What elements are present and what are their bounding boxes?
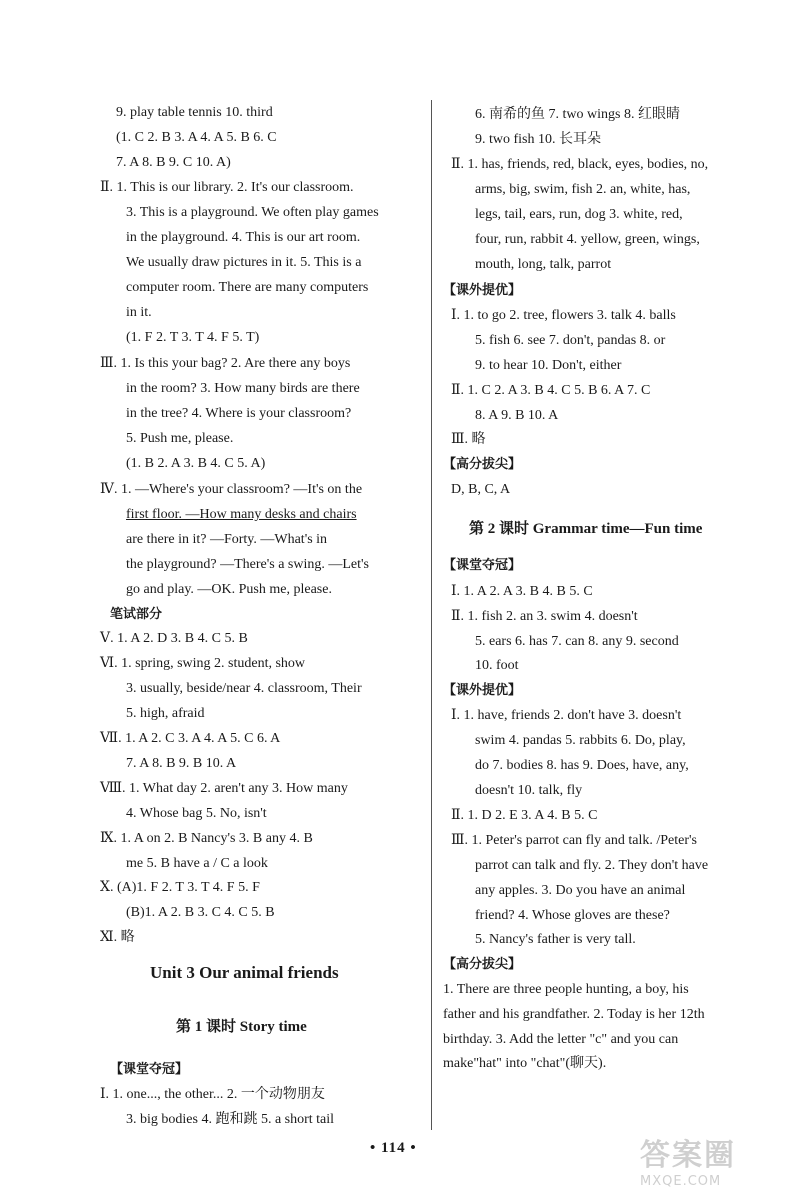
answer-line: doesn't 10. talk, fly xyxy=(475,783,583,798)
answer-line: D, B, C, A xyxy=(451,482,511,497)
answer-line: parrot can talk and fly. 2. They don't have xyxy=(475,858,709,873)
answer-line: 4. Whose bag 5. No, isn't xyxy=(126,806,267,821)
answer-line: 10. foot xyxy=(475,658,519,673)
answer-line: 3. This is a playground. We often play games xyxy=(126,205,379,220)
answer-line: 3. usually, beside/near 4. classroom, Their xyxy=(126,681,362,696)
answer-line: go and play. —OK. Push me, please. xyxy=(126,582,332,597)
answer-line: Ⅲ. 1. Is this your bag? 2. Are there any boys xyxy=(100,356,351,371)
unit-title: Unit 3 Our animal friends xyxy=(150,963,339,982)
answer-line: Ⅸ. 1. A on 2. B Nancy's 3. B any 4. B xyxy=(100,831,313,846)
answer-line: Ⅹ. (A)1. F 2. T 3. T 4. F 5. F xyxy=(100,880,260,895)
answer-line: 5. ears 6. has 7. can 8. any 9. second xyxy=(475,634,679,649)
answer-line: in it. xyxy=(126,305,152,320)
answer-line: Ⅺ. 略 xyxy=(100,930,135,945)
answer-line: the playground? —There's a swing. —Let's xyxy=(126,557,369,572)
answer-line: friend? 4. Whose gloves are these? xyxy=(475,908,670,923)
section-heading: 【课堂夺冠】 xyxy=(110,1062,189,1077)
answer-line: Ⅱ. 1. D 2. E 3. A 4. B 5. C xyxy=(451,808,598,823)
answer-line: in the tree? 4. Where is your classroom? xyxy=(126,406,352,421)
answer-line: Ⅲ. 略 xyxy=(451,432,486,447)
answer-line: 1. There are three people hunting, a boy, his xyxy=(443,982,689,997)
lesson-title: 第 1 课时 Story time xyxy=(176,1019,307,1035)
answer-line: 5. fish 6. see 7. don't, pandas 8. or xyxy=(475,333,666,348)
answer-line: legs, tail, ears, run, dog 3. white, red, xyxy=(475,207,683,222)
answer-line: mouth, long, talk, parrot xyxy=(475,257,612,272)
answer-line: arms, big, swim, fish 2. an, white, has, xyxy=(475,182,691,197)
answer-line: any apples. 3. Do you have an animal xyxy=(475,883,686,898)
section-heading: 【高分拔尖】 xyxy=(443,957,522,972)
answer-line: 5. high, afraid xyxy=(126,706,205,721)
lesson-title: 第 2 课时 Grammar time—Fun time xyxy=(469,521,703,537)
answer-line: 6. 南希的鱼 7. two wings 8. 红眼睛 xyxy=(475,107,680,122)
answer-line: (1. C 2. B 3. A 4. A 5. B 6. C xyxy=(116,130,277,145)
answer-line: in the playground. 4. This is our art room. xyxy=(126,230,361,245)
answer-line: Ⅰ. 1. to go 2. tree, flowers 3. talk 4. balls xyxy=(451,308,676,323)
answer-line: Ⅱ. 1. C 2. A 3. B 4. C 5. B 6. A 7. C xyxy=(451,383,651,398)
answer-line: first floor. —How many desks and chairs xyxy=(126,507,357,522)
answer-line: (1. B 2. A 3. B 4. C 5. A) xyxy=(126,456,266,471)
answer-line: (B)1. A 2. B 3. C 4. C 5. B xyxy=(126,905,275,920)
answer-line: do 7. bodies 8. has 9. Does, have, any, xyxy=(475,758,689,773)
answer-line: Ⅵ. 1. spring, swing 2. student, show xyxy=(100,656,306,671)
column-divider xyxy=(431,100,432,1130)
watermark-url: MXQE.COM xyxy=(640,1174,722,1189)
answer-line: 8. A 9. B 10. A xyxy=(475,408,559,423)
answer-line: Ⅱ. 1. This is our library. 2. It's our classroom. xyxy=(100,180,354,195)
answer-line: Ⅰ. 1. one..., the other... 2. 一个动物朋友 xyxy=(100,1087,325,1102)
answer-line: Ⅰ. 1. have, friends 2. don't have 3. doesn't xyxy=(451,708,682,723)
answer-line: father and his grandfather. 2. Today is her 12th xyxy=(443,1007,705,1022)
section-heading: 【课堂夺冠】 xyxy=(443,558,522,573)
answer-line: 7. A 8. B 9. C 10. A) xyxy=(116,155,231,170)
answer-line: Ⅷ. 1. What day 2. aren't any 3. How many xyxy=(100,781,348,796)
answer-line: computer room. There are many computers xyxy=(126,280,369,295)
answer-line: birthday. 3. Add the letter "c" and you can xyxy=(443,1032,679,1047)
answer-line: in the room? 3. How many birds are there xyxy=(126,381,360,396)
answer-line: are there in it? —Forty. —What's in xyxy=(126,532,328,547)
section-heading: 【高分拔尖】 xyxy=(443,457,522,472)
answer-line: 7. A 8. B 9. B 10. A xyxy=(126,756,237,771)
answer-line: (1. F 2. T 3. T 4. F 5. T) xyxy=(126,330,260,345)
answer-line: Ⅲ. 1. Peter's parrot can fly and talk. /Peter's xyxy=(451,833,697,848)
answer-line: 5. Nancy's father is very tall. xyxy=(475,932,636,947)
answer-line: Ⅱ. 1. fish 2. an 3. swim 4. doesn't xyxy=(451,609,638,624)
answer-line: Ⅱ. 1. has, friends, red, black, eyes, bodies, no, xyxy=(451,157,709,172)
answer-line: 3. big bodies 4. 跑和跳 5. a short tail xyxy=(126,1112,335,1127)
answer-line: Ⅰ. 1. A 2. A 3. B 4. B 5. C xyxy=(451,584,593,599)
site-watermark xyxy=(640,1130,736,1189)
answer-line: 5. Push me, please. xyxy=(126,431,234,446)
answer-line: Ⅶ. 1. A 2. C 3. A 4. A 5. C 6. A xyxy=(100,731,281,746)
page-number: • 114 • xyxy=(370,1140,417,1156)
answer-line: 9. play table tennis 10. third xyxy=(116,105,273,120)
watermark-logo: 答案圈 xyxy=(640,1138,736,1173)
answer-line: swim 4. pandas 5. rabbits 6. Do, play, xyxy=(475,733,686,748)
section-heading: 笔试部分 xyxy=(110,607,163,622)
answer-line: 9. to hear 10. Don't, either xyxy=(475,358,622,373)
answer-line: 9. two fish 10. 长耳朵 xyxy=(475,132,601,147)
section-heading: 【课外提优】 xyxy=(443,683,522,698)
answer-line: me 5. B have a / C a look xyxy=(126,856,268,871)
answer-line: Ⅴ. 1. A 2. D 3. B 4. C 5. B xyxy=(100,631,248,646)
answer-line: four, run, rabbit 4. yellow, green, wings, xyxy=(475,232,700,247)
answer-line: We usually draw pictures in it. 5. This is a xyxy=(126,255,362,270)
section-heading: 【课外提优】 xyxy=(443,283,522,298)
answer-line: Ⅳ. 1. —Where's your classroom? —It's on the xyxy=(100,482,363,497)
answer-line: make"hat" into "chat"(聊天). xyxy=(443,1056,607,1071)
